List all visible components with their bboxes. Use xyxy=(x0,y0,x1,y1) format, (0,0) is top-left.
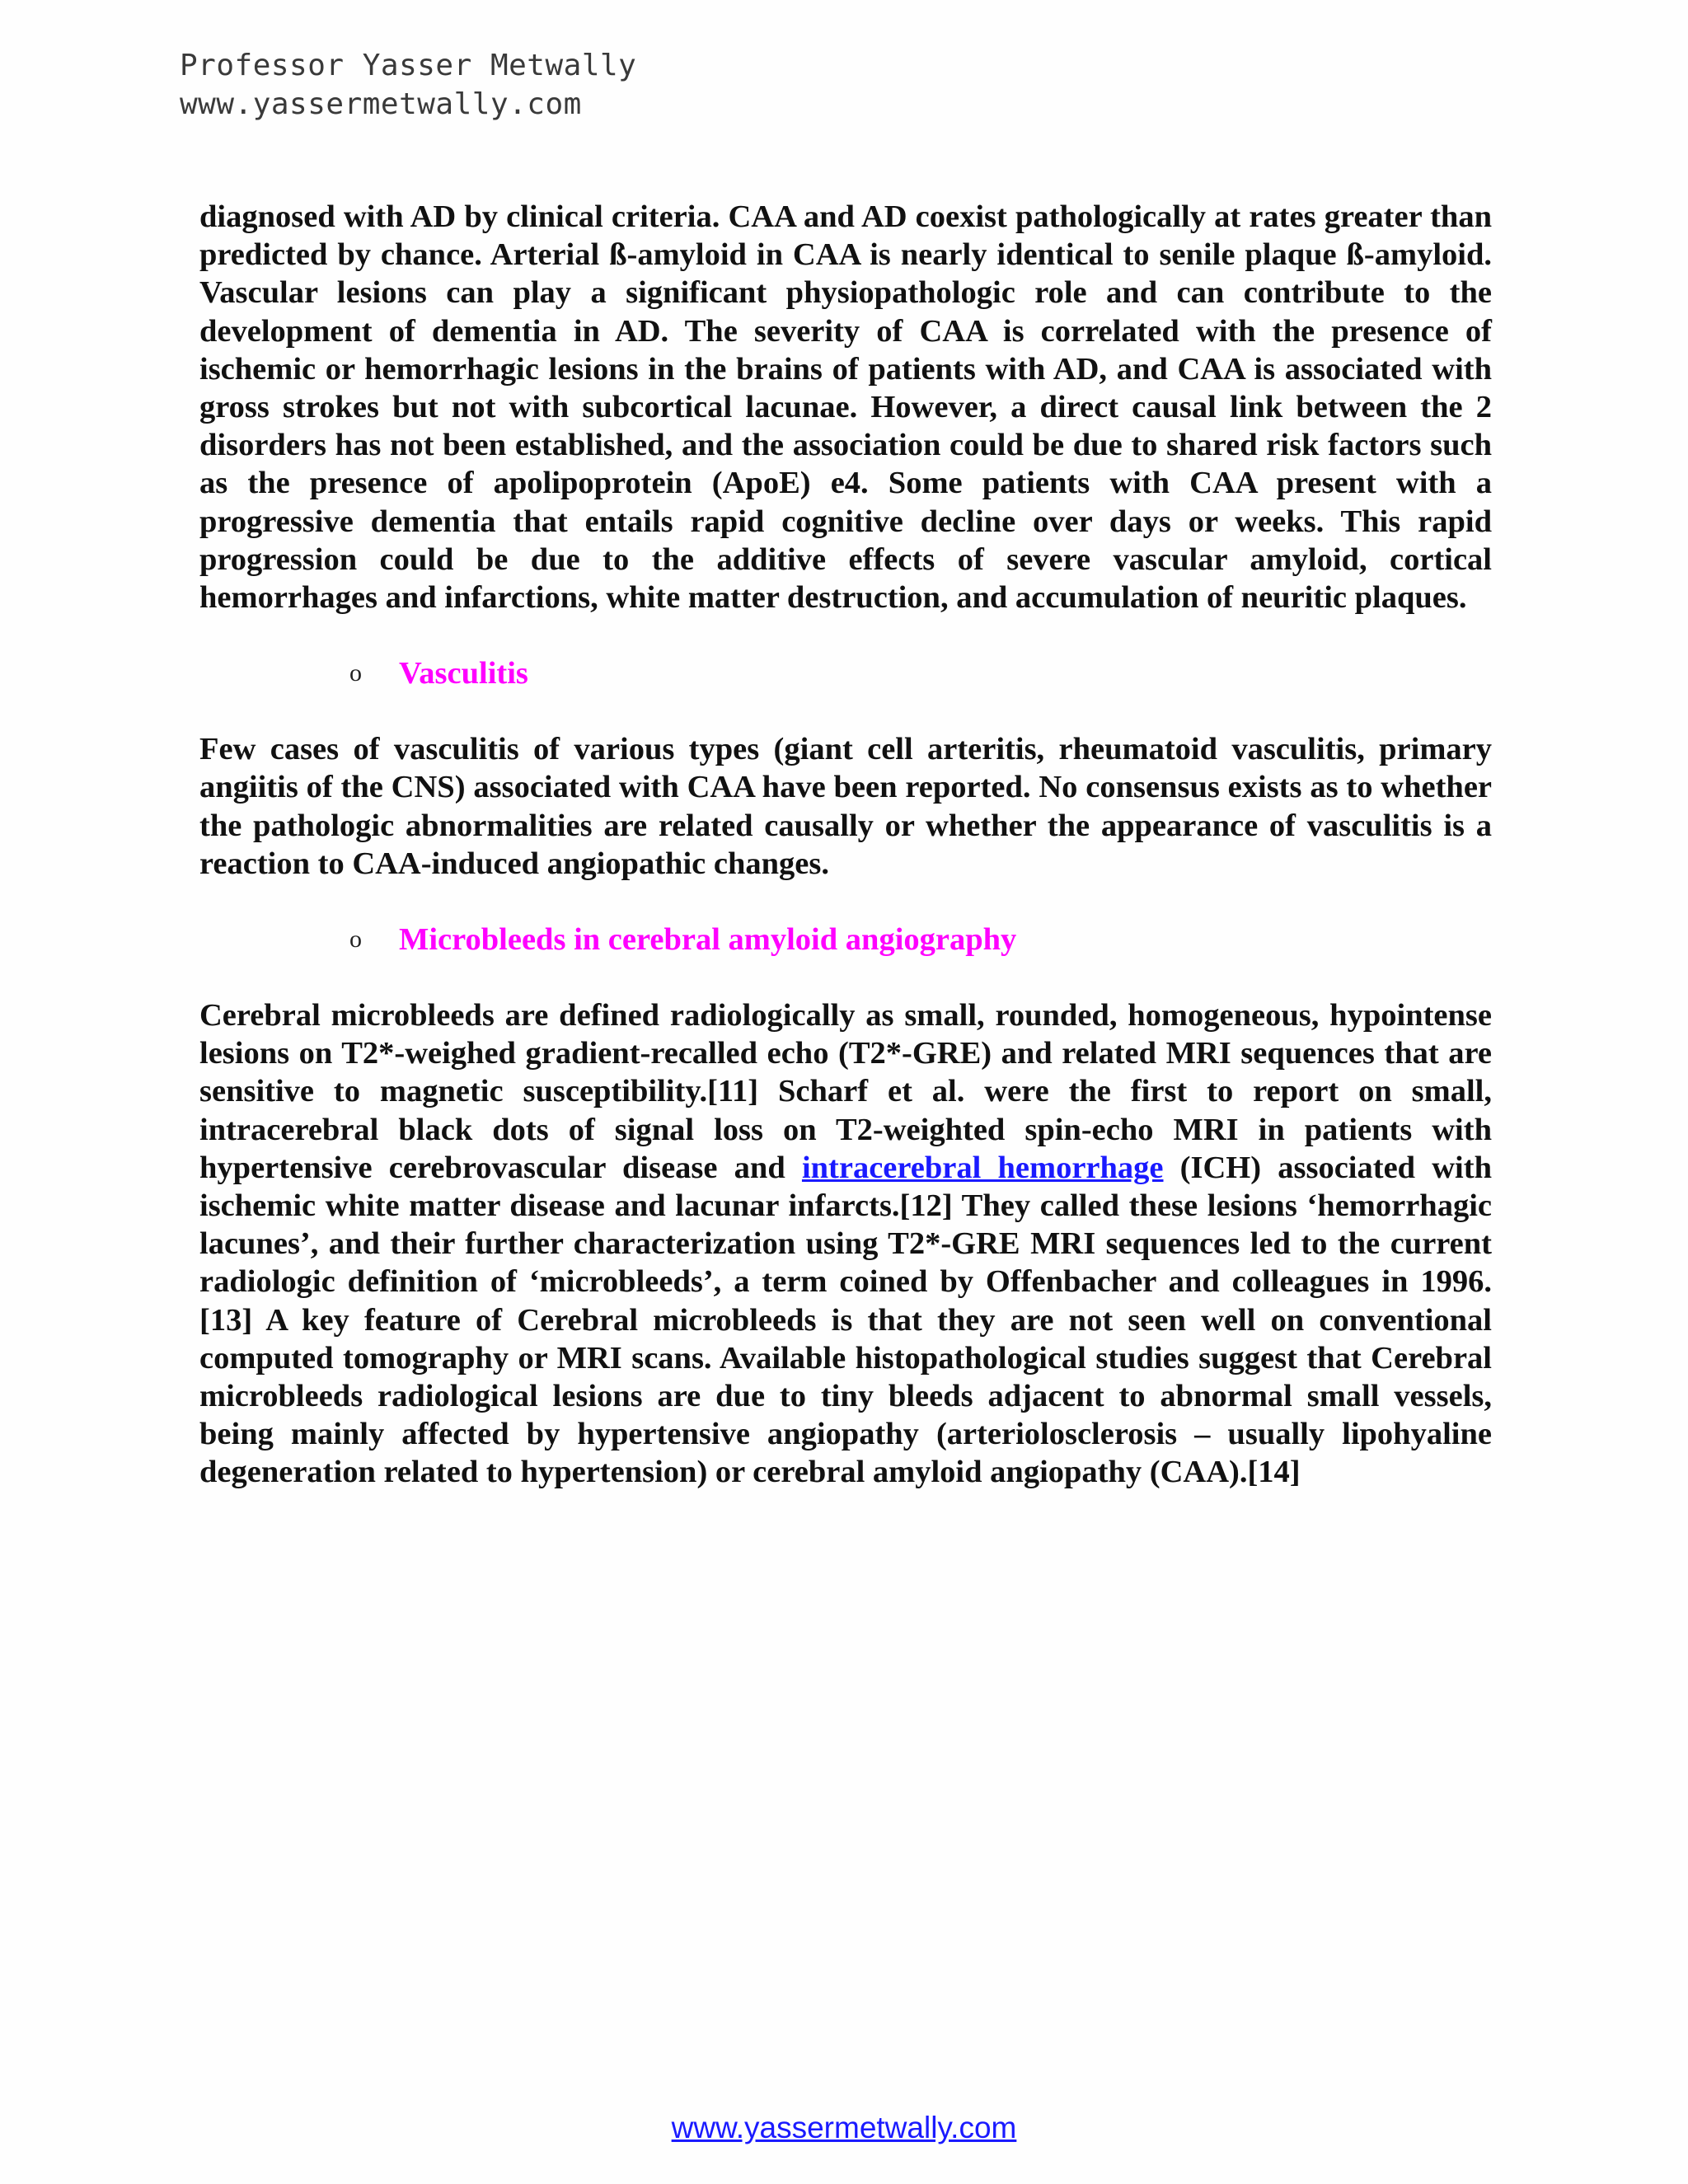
bullet-icon: o xyxy=(349,659,362,687)
paragraph-microbleeds-part1: Cerebral microbleeds are defined radiologically as small, rounded, homogeneous, hypointense lesions on T2*-weighed gradient-recalled echo (T2*-GRE) and related MRI sequences that are sensitive to magnetic susceptibility.[11] Scharf et al. were the first to report on small, intracerebral black dots of signal loss on T2-weighted spin-echo MRI in patients with hypertensive cerebrovascular disease and xyxy=(199,998,1492,1185)
header-author: Professor Yasser Metwally xyxy=(180,49,637,82)
paragraph-microbleeds xyxy=(199,996,1492,1492)
header-website: www.yassermetwally.com xyxy=(180,87,582,121)
spacer xyxy=(199,958,1492,996)
heading-microbleeds-text: Microbleeds in cerebral amyloid angiography xyxy=(399,922,1017,958)
paragraph-microbleeds-part2: (ICH) associated with ischemic white matter disease and lacunar infarcts.[12] They called these lesions ‘hemorrhagic lacunes’, and their further characterization using T2*-GRE MRI sequences led to the current radiologic definition of ‘microbleeds’, a term coined by Offenbacher and colleagues in 1996.[13] A key feature of Cerebral microbleeds is that they are not seen well on conventional computed tomography or MRI scans. Available histopathological studies suggest that Cerebral microbleeds radiological lesions are due to tiny bleeds adjacent to abnormal small vessels, being mainly affected by hypertensive angiopathy (arteriolosclerosis – usually lipohyaline degeneration related to hypertension) or cerebral amyloid angiopathy (CAA).[14] xyxy=(199,1150,1492,1490)
section-heading-vasculitis xyxy=(199,654,1492,692)
intracerebral-hemorrhage-link[interactable]: intracerebral hemorrhage xyxy=(801,1150,1164,1185)
document-body xyxy=(199,198,1492,1492)
bullet-icon: o xyxy=(349,926,362,954)
spacer xyxy=(199,616,1492,654)
spacer xyxy=(199,692,1492,730)
paragraph-caa-ad: diagnosed with AD by clinical criteria. CAA and AD coexist pathologically at rates greater than predicted by chance. Arterial ß-amyloid in CAA is nearly identical to senile plaque ß-amyloid. Vascular lesions can play a significant physiopathologic role and can contribute to the development of dementia in AD. The severity of CAA is correlated with the presence of ischemic or hemorrhagic lesions in the brains of patients with AD, and CAA is associated with gross strokes but not with subcortical lacunae. However, a direct causal link between the 2 disorders has not been established, and the association could be due to shared risk factors such as the presence of apolipoprotein (ApoE) e4. Some patients with CAA present with a progressive dementia that entails rapid cognitive decline over days or weeks. This rapid progression could be due to the additive effects of severe vascular amyloid, cortical hemorrhages and infarctions, white matter destruction, and accumulation of neuritic plaques. xyxy=(199,199,1492,616)
spacer xyxy=(199,883,1492,921)
page-header xyxy=(180,46,636,124)
section-heading-microbleeds xyxy=(199,921,1492,958)
paragraph-vasculitis: Few cases of vasculitis of various types (giant cell arteritis, rheumatoid vasculitis, primary angiitis of the CNS) associated with CAA have been reported. No consensus exists as to whether the pathologic abnormalities are related causally or whether the appearance of vasculitis is a reaction to CAA-induced angiopathic changes. xyxy=(199,732,1492,881)
heading-vasculitis-text: Vasculitis xyxy=(399,656,528,691)
page-footer xyxy=(0,2110,1688,2146)
footer-website-link[interactable]: www.yassermetwally.com xyxy=(671,2111,1017,2144)
